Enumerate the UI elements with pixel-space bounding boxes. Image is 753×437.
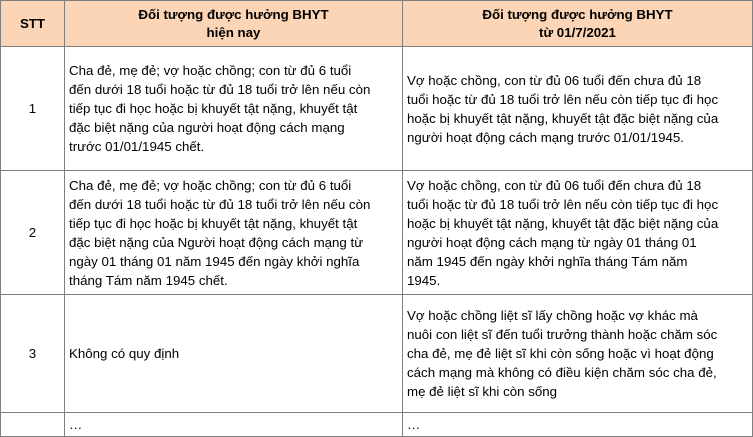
header-new-line1: Đối tượng được hưởng BHYT [482,6,673,22]
cell-line: Không có quy định [69,346,180,361]
header-current [65,1,403,47]
cell-line: Vợ hoặc chồng liệt sĩ lấy chồng hoặc vợ khác mà [407,308,698,323]
cell-line: Cha đẻ, mẹ đẻ; vợ hoặc chồng; con từ đủ 6 tuổi [69,63,352,78]
cell-line: cha đẻ, mẹ đẻ liệt sĩ khi còn sống hoặc vì hoạt động [407,346,714,361]
cell-line: trước 01/01/1945 chết. [69,139,205,154]
row-stt: 3 [1,295,65,413]
cell-line: tuổi hoặc từ đủ 18 tuổi trở lên nếu còn tiếp tục đi học [407,91,719,107]
cell-line: người hoạt động cách mạng trước 01/01/1945. [407,129,684,145]
cell-line: đến dưới 18 tuổi hoặc từ đủ 18 tuổi trở lên nếu còn [69,196,371,212]
row-new-cell [403,47,753,171]
cell-line: mẹ đẻ liệt sĩ khi còn sống [407,384,558,399]
table-row [1,171,753,295]
header-row [1,1,753,47]
cell-line: 1945. [407,272,441,288]
cell-line: tuổi hoặc từ đủ 18 tuổi trở lên nếu còn tiếp tục đi học [407,196,719,212]
header-current-line2: hiện nay [206,24,261,40]
cell-line: người hoạt động cách mạng từ ngày 01 tháng 01 [407,234,697,250]
header-new-line2: từ 01/7/2021 [539,24,616,40]
row-new-cell [403,413,753,437]
header-stt: STT [1,1,65,47]
cell-line: năm 1945 đến ngày khởi nghĩa tháng Tám năm [407,253,688,269]
cell-line: cách mạng mà không có điều kiện chăm sóc cha đẻ, [407,365,717,380]
cell-line: đến dưới 18 tuổi hoặc từ đủ 18 tuổi trở lên nếu còn [69,82,371,97]
row-stt: 2 [1,171,65,295]
cell-line: ngày 01 tháng 01 năm 1945 đến ngày khởi nghĩa [69,253,360,269]
row-new-cell [403,171,753,295]
cell-line: Vợ hoặc chồng, con từ đủ 06 tuổi đến chưa đủ 18 [407,72,702,88]
cell-line: hoặc bị khuyết tật nặng, khuyết tật đặc biệt nặng của [407,215,719,231]
table-row [1,413,753,437]
row-new-cell [403,295,753,413]
cell-line: tháng Tám năm 1945 chết. [69,272,228,288]
row-current-cell [65,413,403,437]
cell-line: … [69,417,83,432]
row-stt [1,413,65,437]
cell-line: tiếp tục đi học hoặc bị khuyết tật nặng, khuyết tật [69,101,358,116]
cell-line: tiếp tục đi học hoặc bị khuyết tật nặng, khuyết tật [69,215,358,231]
cell-line: … [407,417,421,432]
row-stt: 1 [1,47,65,171]
row-current-cell [65,47,403,171]
cell-line: Vợ hoặc chồng, con từ đủ 06 tuổi đến chưa đủ 18 [407,177,702,193]
cell-line: đặc biệt nặng của Người hoạt động cách mạng từ [69,234,364,250]
cell-line: hoặc bị khuyết tật nặng, khuyết tật đặc biệt nặng của [407,110,719,126]
header-current-line1: Đối tượng được hưởng BHYT [138,6,329,22]
cell-line: Cha đẻ, mẹ đẻ; vợ hoặc chồng; con từ đủ 6 tuổi [69,177,352,193]
row-current-cell [65,295,403,413]
cell-line: đặc biệt nặng của người hoạt động cách mạng [69,120,345,135]
table-row [1,47,753,171]
cell-line: nuôi con liệt sĩ đến tuổi trưởng thành hoặc chăm sóc [407,327,718,342]
header-new [403,1,753,47]
row-current-cell [65,171,403,295]
table-row [1,295,753,413]
